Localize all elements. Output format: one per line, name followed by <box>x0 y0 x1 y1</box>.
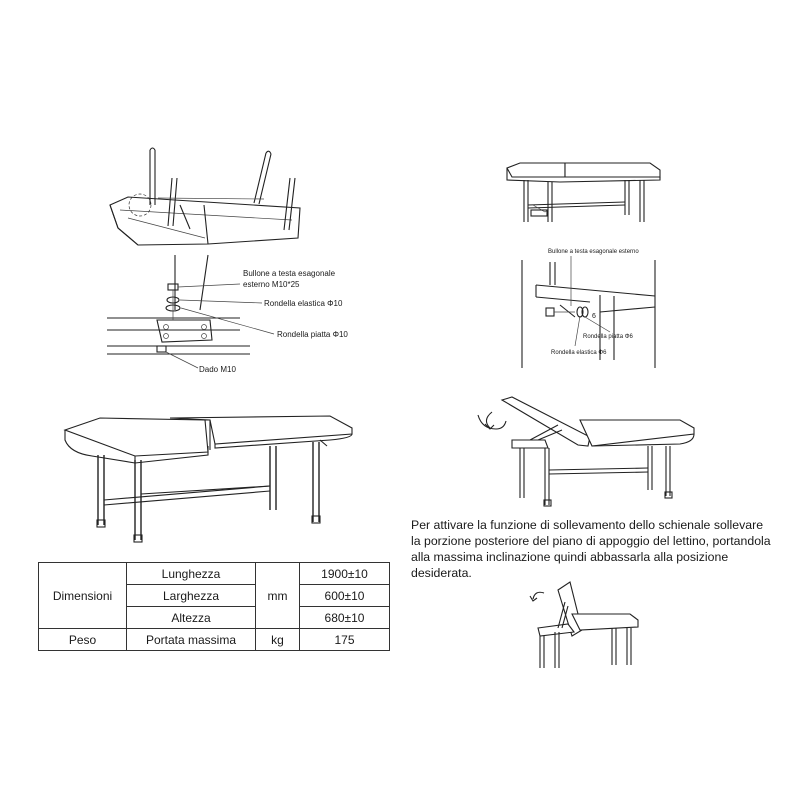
dimensions-unit: mm <box>256 563 300 629</box>
length-label: Lunghezza <box>127 563 256 585</box>
callout-spring-washer-right: Rondella elastica Φ6 <box>551 350 607 356</box>
rotate-arrow-icon-2 <box>533 592 544 599</box>
callout-bolt-size: esterno M10*25 <box>243 280 300 289</box>
dimensions-label: Dimensioni <box>39 563 127 629</box>
backrest-upright-drawing <box>530 582 638 668</box>
callout-flat-washer: Rondella piatta Φ10 <box>277 330 348 339</box>
width-value: 600±10 <box>300 585 390 607</box>
callout-flat-washer-right: Rondella piatta Φ6 <box>583 334 633 340</box>
weight-unit: kg <box>256 629 300 651</box>
max-load-label: Portata massima <box>127 629 256 651</box>
width-label: Larghezza <box>127 585 256 607</box>
length-value: 1900±10 <box>300 563 390 585</box>
callout-bolt-right: Bullone a testa esagonale esterno <box>548 249 639 255</box>
height-value: 680±10 <box>300 607 390 629</box>
assembled-bed-drawing <box>65 416 352 542</box>
callout-nut: Dado M10 <box>199 365 236 374</box>
svg-text:6: 6 <box>592 313 596 320</box>
bed-overview-drawing <box>507 163 660 222</box>
callout-spring-washer: Rondella elastica Φ10 <box>264 299 343 308</box>
spec-table <box>38 562 390 651</box>
callout-bolt: Bullone a testa esagonale <box>243 269 336 278</box>
weight-label: Peso <box>39 629 127 651</box>
height-label: Altezza <box>127 607 256 629</box>
upside-down-bed-drawing <box>110 148 300 245</box>
max-load-value: 175 <box>300 629 390 651</box>
backrest-raised-drawing <box>478 397 694 506</box>
instruction-text: Per attivare la funzione di sollevamento dello schienale sollevare la porzione posteriore del piano di appoggio del lettino, portandola alla massima inclinazione quindi abbassarla alla posizione desiderata. <box>411 518 771 580</box>
